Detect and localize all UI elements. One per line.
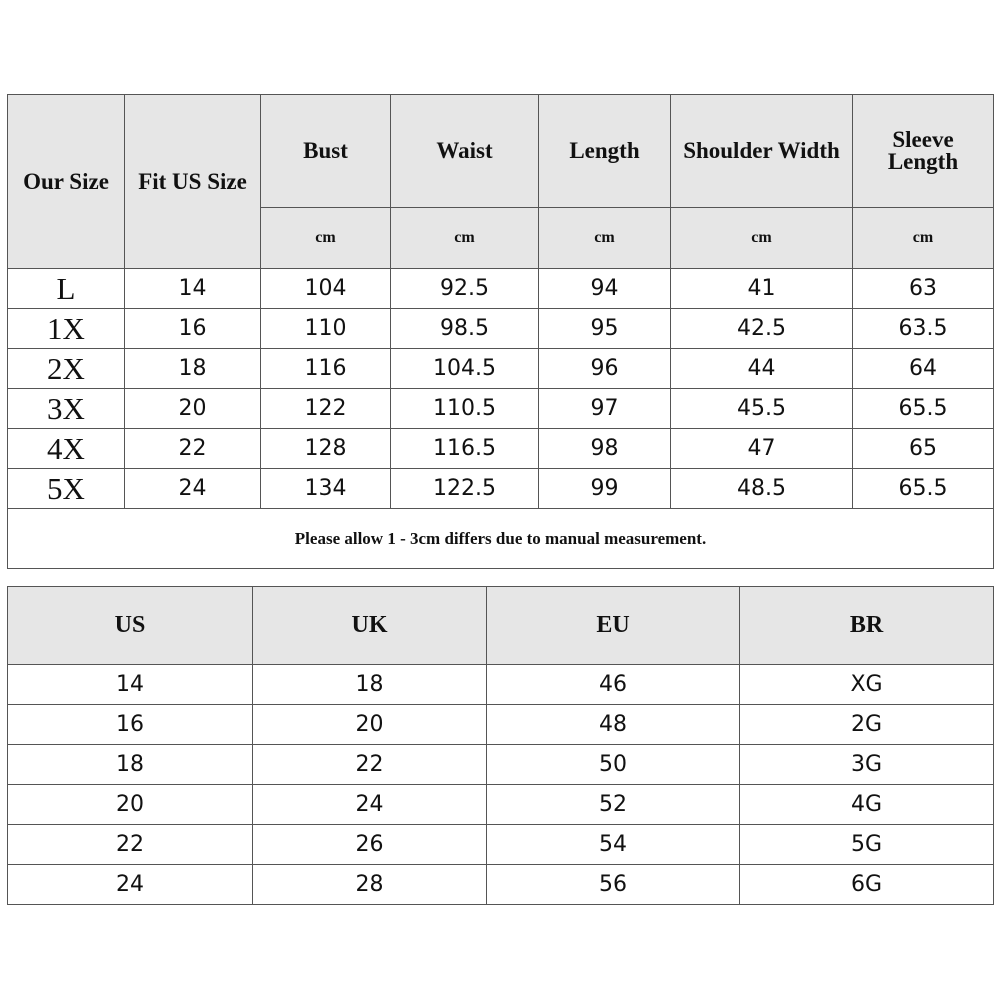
cell-sleeve-length: 63.5 xyxy=(853,309,994,349)
cell-our-size: 5X xyxy=(8,469,125,509)
cell-sleeve-length: 64 xyxy=(853,349,994,389)
table-row xyxy=(8,705,994,745)
cell-fit-us-size: 16 xyxy=(125,309,261,349)
cell-sleeve-length: 65.5 xyxy=(853,469,994,509)
table-row xyxy=(8,745,994,785)
cell-waist: 116.5 xyxy=(391,429,539,469)
cell-shoulder-width: 48.5 xyxy=(671,469,853,509)
cell-uk: 20 xyxy=(253,705,487,745)
cell-shoulder-width: 44 xyxy=(671,349,853,389)
cell-our-size: L xyxy=(8,269,125,309)
header-us: US xyxy=(8,587,253,665)
cell-waist: 98.5 xyxy=(391,309,539,349)
header-fit-us-size: Fit US Size xyxy=(125,95,261,269)
cell-uk: 28 xyxy=(253,865,487,905)
table-row xyxy=(8,309,994,349)
cell-bust: 134 xyxy=(261,469,391,509)
cell-sleeve-length: 65.5 xyxy=(853,389,994,429)
table-row xyxy=(8,825,994,865)
unit-bust: cm xyxy=(261,208,391,269)
measurement-note: Please allow 1 - 3cm differs due to manual measurement. xyxy=(8,509,994,569)
header-length: Length xyxy=(539,95,671,208)
cell-sleeve-length: 65 xyxy=(853,429,994,469)
table-row xyxy=(8,389,994,429)
cell-br: XG xyxy=(740,665,994,705)
header-sleeve-length: Sleeve Length xyxy=(853,95,994,208)
header-waist: Waist xyxy=(391,95,539,208)
cell-eu: 56 xyxy=(487,865,740,905)
cell-us: 14 xyxy=(8,665,253,705)
header-our-size: Our Size xyxy=(8,95,125,269)
header-br: BR xyxy=(740,587,994,665)
cell-eu: 54 xyxy=(487,825,740,865)
cell-length: 95 xyxy=(539,309,671,349)
cell-uk: 22 xyxy=(253,745,487,785)
size-conversion-table xyxy=(7,586,994,905)
cell-our-size: 4X xyxy=(8,429,125,469)
cell-waist: 122.5 xyxy=(391,469,539,509)
table-row xyxy=(8,269,994,309)
table-row xyxy=(8,865,994,905)
cell-us: 24 xyxy=(8,865,253,905)
cell-fit-us-size: 14 xyxy=(125,269,261,309)
cell-our-size: 3X xyxy=(8,389,125,429)
cell-uk: 24 xyxy=(253,785,487,825)
cell-br: 2G xyxy=(740,705,994,745)
header-uk: UK xyxy=(253,587,487,665)
cell-waist: 92.5 xyxy=(391,269,539,309)
cell-length: 96 xyxy=(539,349,671,389)
cell-us: 16 xyxy=(8,705,253,745)
table-row xyxy=(8,429,994,469)
cell-shoulder-width: 42.5 xyxy=(671,309,853,349)
cell-br: 5G xyxy=(740,825,994,865)
unit-waist: cm xyxy=(391,208,539,269)
cell-shoulder-width: 45.5 xyxy=(671,389,853,429)
cell-waist: 110.5 xyxy=(391,389,539,429)
cell-waist: 104.5 xyxy=(391,349,539,389)
cell-us: 20 xyxy=(8,785,253,825)
table-row xyxy=(8,665,994,705)
cell-shoulder-width: 47 xyxy=(671,429,853,469)
cell-us: 18 xyxy=(8,745,253,785)
table-row xyxy=(8,349,994,389)
header-shoulder-width: Shoulder Width xyxy=(671,95,853,208)
header-eu: EU xyxy=(487,587,740,665)
cell-br: 3G xyxy=(740,745,994,785)
cell-fit-us-size: 22 xyxy=(125,429,261,469)
table-row xyxy=(8,469,994,509)
cell-uk: 18 xyxy=(253,665,487,705)
cell-bust: 110 xyxy=(261,309,391,349)
cell-fit-us-size: 18 xyxy=(125,349,261,389)
cell-length: 99 xyxy=(539,469,671,509)
cell-eu: 50 xyxy=(487,745,740,785)
cell-length: 94 xyxy=(539,269,671,309)
cell-length: 97 xyxy=(539,389,671,429)
cell-uk: 26 xyxy=(253,825,487,865)
cell-bust: 128 xyxy=(261,429,391,469)
unit-shoulder-width: cm xyxy=(671,208,853,269)
cell-our-size: 1X xyxy=(8,309,125,349)
cell-eu: 46 xyxy=(487,665,740,705)
cell-us: 22 xyxy=(8,825,253,865)
cell-our-size: 2X xyxy=(8,349,125,389)
cell-br: 6G xyxy=(740,865,994,905)
cell-eu: 52 xyxy=(487,785,740,825)
cell-fit-us-size: 20 xyxy=(125,389,261,429)
cell-fit-us-size: 24 xyxy=(125,469,261,509)
unit-length: cm xyxy=(539,208,671,269)
cell-bust: 122 xyxy=(261,389,391,429)
cell-bust: 104 xyxy=(261,269,391,309)
header-bust: Bust xyxy=(261,95,391,208)
cell-length: 98 xyxy=(539,429,671,469)
table-row xyxy=(8,785,994,825)
cell-bust: 116 xyxy=(261,349,391,389)
cell-sleeve-length: 63 xyxy=(853,269,994,309)
size-chart-table xyxy=(7,94,994,569)
cell-br: 4G xyxy=(740,785,994,825)
cell-shoulder-width: 41 xyxy=(671,269,853,309)
unit-sleeve-length: cm xyxy=(853,208,994,269)
cell-eu: 48 xyxy=(487,705,740,745)
